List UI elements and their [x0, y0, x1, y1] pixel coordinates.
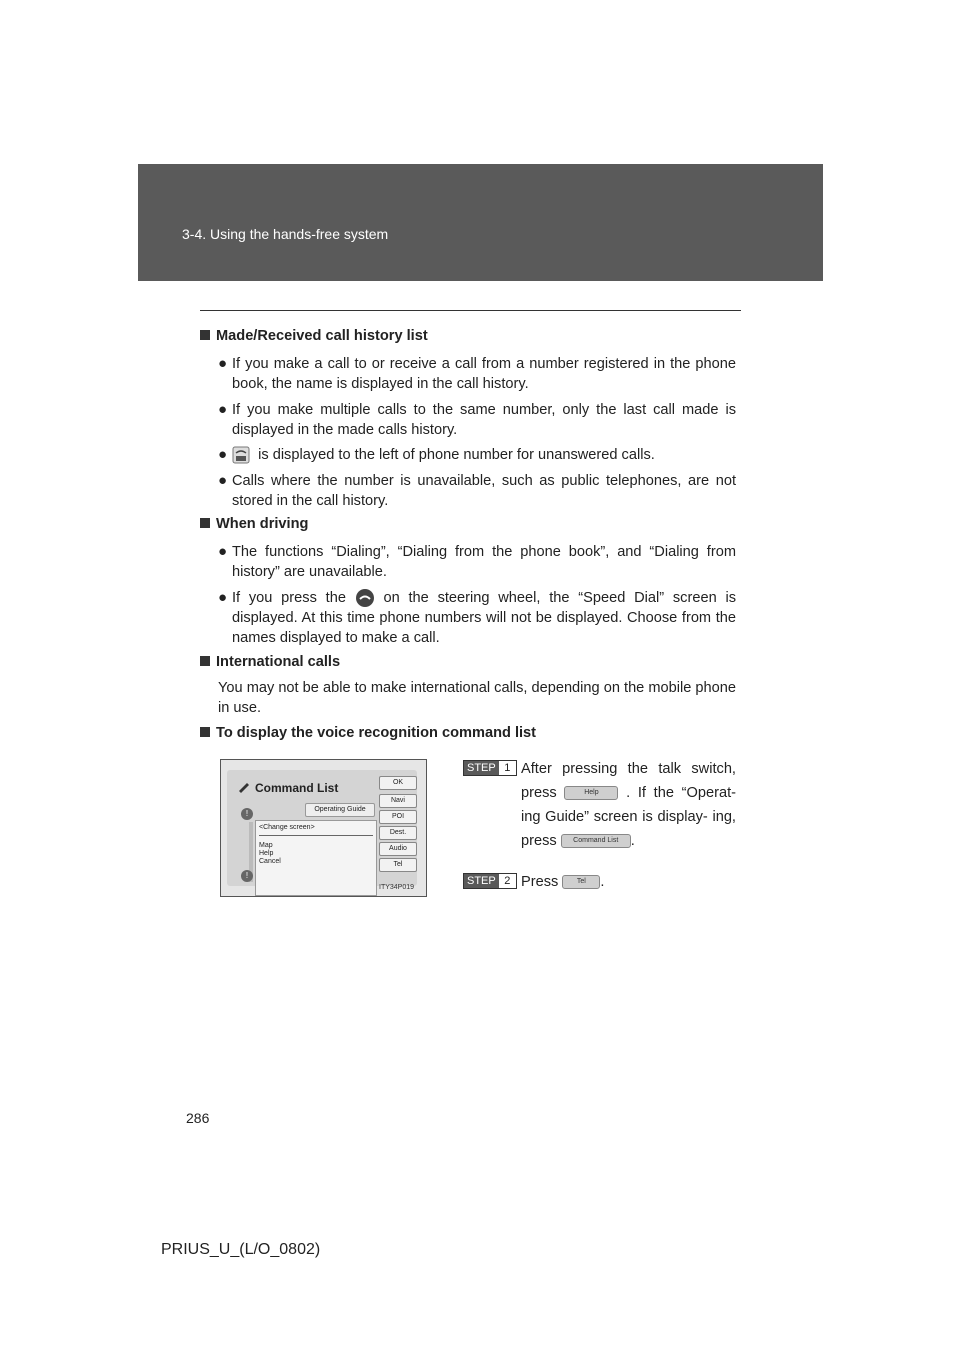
header-band [138, 164, 823, 281]
bullet-item: ● If you make multiple calls to the same number, only the last call made is displayed in the made calls history. [218, 401, 736, 438]
section-heading-international-calls: International calls [200, 652, 340, 672]
command-list-panel [255, 820, 377, 896]
command-list-button-icon: Command List [561, 834, 631, 848]
bullet-item: ● If you make a call to or receive a call from a number registered in the phone book, the name is displayed in the call history. [218, 355, 736, 392]
scroll-down-icon: ! [241, 870, 253, 882]
phone-switch-icon [355, 588, 375, 608]
bullet-item: ● is displayed to the left of phone number for unanswered calls. [218, 446, 655, 463]
step-1-text: After pressing the talk switch, press Help . If the “Operat- ing Guide” screen is display- ing, press Command List . [521, 761, 736, 849]
bullet-item: ● If you press the on the steering wheel, the “Speed Dial” screen is displayed. At this time phone numbers will not be displayed. Choose from the names displayed to make a call. [218, 589, 736, 647]
header-title: 3-4. Using the hands-free system [182, 226, 389, 242]
bullet-item: ● Calls where the number is unavailable, such as public telephones, are not stored in the call history. [218, 472, 736, 509]
dest-button: Dest. [379, 826, 417, 840]
command-list-screen-figure [220, 759, 427, 897]
list-item: Help [259, 850, 274, 857]
figure-id: ITY34P019 [379, 884, 415, 891]
section-heading-call-history: Made/Received call history list [200, 326, 428, 346]
step-2-text: Press Tel . [521, 874, 605, 890]
bullet-dot-icon: ● [218, 472, 228, 489]
screen-display [227, 770, 417, 886]
help-button-icon: Help [564, 786, 618, 800]
list-item: Map [259, 842, 273, 849]
list-item: Cancel [259, 858, 281, 865]
bullet-dot-icon: ● [218, 589, 228, 606]
list-header: <Change screen> [259, 824, 315, 831]
page-number: 286 [186, 1110, 210, 1126]
audio-button: Audio [379, 842, 417, 856]
tel-button-icon: Tel [562, 875, 600, 889]
bullet-dot-icon: ● [218, 446, 228, 463]
bullet-item: ● The functions “Dialing”, “Dialing from the phone book”, and “Dialing from history” are unavailable. [218, 543, 736, 580]
footer-code: PRIUS_U_(L/O_0802) [161, 1241, 321, 1258]
step-1-badge: STEP 1 [463, 760, 517, 776]
bullet-dot-icon: ● [218, 355, 228, 372]
square-bullet-icon [200, 518, 210, 528]
missed-call-icon [232, 446, 250, 464]
divider [200, 310, 741, 311]
bullet-dot-icon: ● [218, 543, 228, 560]
bullet-dot-icon: ● [218, 401, 228, 418]
ok-button: OK [379, 776, 417, 790]
section-heading-command-list: To display the voice recognition command list [200, 723, 536, 743]
tel-button: Tel [379, 858, 417, 872]
screen-title: Command List [255, 781, 339, 795]
square-bullet-icon [200, 330, 210, 340]
scroll-up-icon: ! [241, 808, 253, 820]
square-bullet-icon [200, 727, 210, 737]
paragraph: You may not be able to make international calls, depending on the mobile phone in use. [218, 680, 736, 716]
poi-button: POI [379, 810, 417, 824]
section-heading-when-driving: When driving [200, 514, 308, 534]
step-2-badge: STEP 2 [463, 873, 517, 889]
pencil-icon [237, 781, 251, 793]
square-bullet-icon [200, 656, 210, 666]
operating-guide-button: Operating Guide [305, 803, 375, 817]
navi-button: Navi [379, 794, 417, 808]
